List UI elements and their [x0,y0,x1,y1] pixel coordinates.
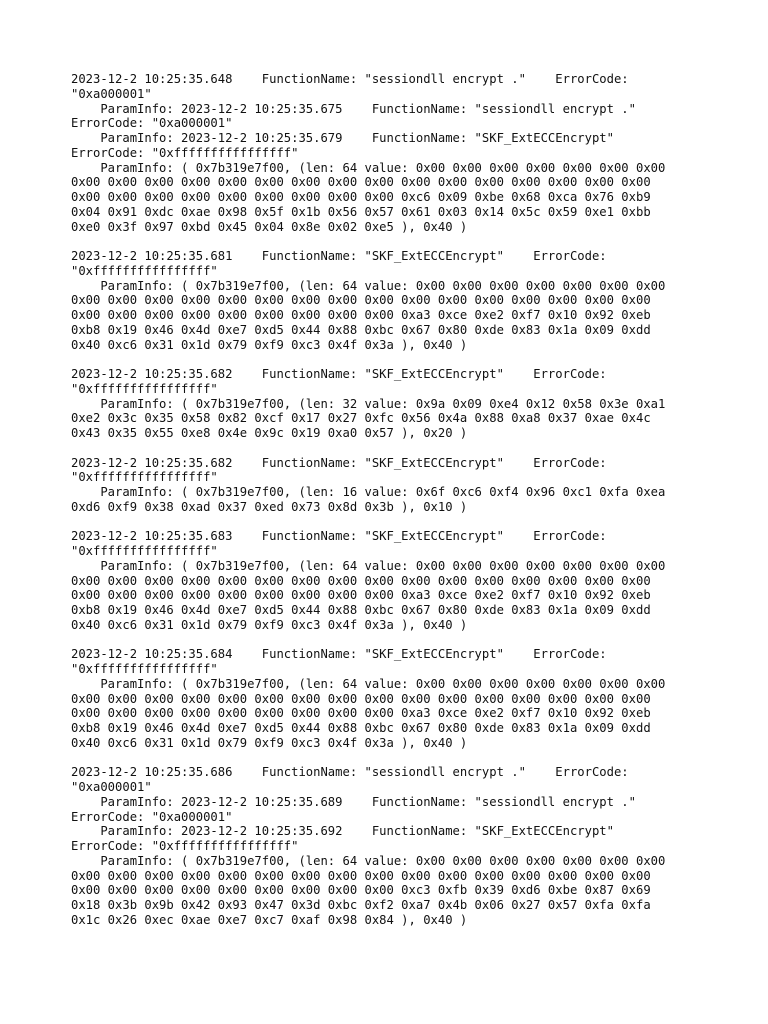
log-line: 2023-12-2 10:25:35.686 FunctionName: "sessiondll encrypt ." ErrorCode: [71,765,629,780]
log-line: ParamInfo: 2023-12-2 10:25:35.689 FunctionName: "sessiondll encrypt ." [71,794,636,809]
log-line: 0x00 0x00 0x00 0x00 0x00 0x00 0x00 0x00 0x00 0x00 0x00 0x00 0x00 0x00 0x00 0x00 [71,691,651,706]
log-line: 0x00 0x00 0x00 0x00 0x00 0x00 0x00 0x00 0x00 0x00 0x00 0x00 0x00 0x00 0x00 0x00 [71,175,651,190]
log-line: 0x40 0xc6 0x31 0x1d 0x79 0xf9 0xc3 0x4f 0x3a ), 0x40 ) [71,337,468,352]
log-line: ParamInfo: ( 0x7b319e7f00, (len: 64 value: 0x00 0x00 0x00 0x00 0x00 0x00 0x00 [71,278,666,293]
log-line: ParamInfo: ( 0x7b319e7f00, (len: 16 value: 0x6f 0xc6 0xf4 0x96 0xc1 0xfa 0xea [71,485,666,499]
log-line: "0xffffffffffffffff" [71,381,218,396]
log-line: ParamInfo: ( 0x7b319e7f00, (len: 32 value: 0x9a 0x09 0xe4 0x12 0x58 0x3e 0xa1 [71,396,666,411]
log-line: ErrorCode: "0xa000001" [71,809,233,824]
log-line: ErrorCode: "0xa000001" [71,116,233,131]
log-line: ParamInfo: ( 0x7b319e7f00, (len: 64 value: 0x00 0x00 0x00 0x00 0x00 0x00 0x00 [71,676,666,691]
log-line: 2023-12-2 10:25:35.684 FunctionName: "SKF_ExtECCEncrypt" ErrorCode: [71,647,607,662]
log-line: 0x00 0x00 0x00 0x00 0x00 0x00 0x00 0x00 0x00 0x00 0x00 0x00 0x00 0x00 0x00 0x00 [71,868,651,883]
log-line: "0xffffffffffffffff" [71,470,218,485]
log-line: 0x00 0x00 0x00 0x00 0x00 0x00 0x00 0x00 0x00 0xc6 0x09 0xbe 0x68 0xca 0x76 0xb9 [71,190,651,204]
log-line: 0x40 0xc6 0x31 0x1d 0x79 0xf9 0xc3 0x4f 0x3a ), 0x40 ) [71,735,468,750]
log-line: ParamInfo: ( 0x7b319e7f00, (len: 64 value: 0x00 0x00 0x00 0x00 0x00 0x00 0x00 [71,160,666,175]
log-line: ParamInfo: ( 0x7b319e7f00, (len: 64 value: 0x00 0x00 0x00 0x00 0x00 0x00 0x00 [71,558,666,573]
log-entry [71,765,711,927]
log-line: "0xa000001" [71,780,152,794]
log-line: 0xe2 0x3c 0x35 0x58 0x82 0xcf 0x17 0x27 0xfc 0x56 0x4a 0x88 0xa8 0x37 0xae 0x4c [71,411,651,426]
log-entry [71,456,711,515]
log-entry [71,529,711,632]
log-line: "0xffffffffffffffff" [71,662,218,676]
log-line: ErrorCode: "0xffffffffffffffff" [71,839,299,853]
log-line: 0xb8 0x19 0x46 0x4d 0xe7 0xd5 0x44 0x88 0xbc 0x67 0x80 0xde 0x83 0x1a 0x09 0xdd [71,603,651,617]
log-line: ParamInfo: 2023-12-2 10:25:35.692 FunctionName: "SKF_ExtECCEncrypt" [71,824,614,839]
log-line: 2023-12-2 10:25:35.682 FunctionName: "SKF_ExtECCEncrypt" ErrorCode: [71,455,607,470]
log-line: 0x00 0x00 0x00 0x00 0x00 0x00 0x00 0x00 0x00 0x00 0x00 0x00 0x00 0x00 0x00 0x00 [71,293,651,308]
log-line: 0xb8 0x19 0x46 0x4d 0xe7 0xd5 0x44 0x88 0xbc 0x67 0x80 0xde 0x83 0x1a 0x09 0xdd [71,721,651,735]
log-line: 0x00 0x00 0x00 0x00 0x00 0x00 0x00 0x00 0x00 0xa3 0xce 0xe2 0xf7 0x10 0x92 0xeb [71,308,651,322]
log-entry [71,367,711,441]
log-line: 0xb8 0x19 0x46 0x4d 0xe7 0xd5 0x44 0x88 0xbc 0x67 0x80 0xde 0x83 0x1a 0x09 0xdd [71,322,651,337]
log-line: 2023-12-2 10:25:35.683 FunctionName: "SKF_ExtECCEncrypt" ErrorCode: [71,529,607,544]
log-line: ParamInfo: 2023-12-2 10:25:35.679 FunctionName: "SKF_ExtECCEncrypt" [71,131,614,145]
log-line: "0xa000001" [71,86,152,101]
log-line: 0x18 0x3b 0x9b 0x42 0x93 0x47 0x3d 0xbc 0xf2 0xa7 0x4b 0x06 0x27 0x57 0xfa 0xfa [71,898,651,912]
log-line: ParamInfo: ( 0x7b319e7f00, (len: 64 value: 0x00 0x00 0x00 0x00 0x00 0x00 0x00 [71,853,666,868]
log-line: 0x1c 0x26 0xec 0xae 0xe7 0xc7 0xaf 0x98 0x84 ), 0x40 ) [71,912,468,927]
log-entry [71,72,711,234]
log-entry [71,249,711,352]
log-line: 2023-12-2 10:25:35.648 FunctionName: "sessiondll encrypt ." ErrorCode: [71,72,629,86]
log-line: 0x00 0x00 0x00 0x00 0x00 0x00 0x00 0x00 0x00 0x00 0x00 0x00 0x00 0x00 0x00 0x00 [71,573,651,588]
log-line: 0x43 0x35 0x55 0xe8 0x4e 0x9c 0x19 0xa0 0x57 ), 0x20 ) [71,426,468,440]
log-line: 0x04 0x91 0xdc 0xae 0x98 0x5f 0x1b 0x56 0x57 0x61 0x03 0x14 0x5c 0x59 0xe1 0xbb [71,204,651,219]
log-document [71,72,711,942]
log-line: 0x00 0x00 0x00 0x00 0x00 0x00 0x00 0x00 0x00 0xc3 0xfb 0x39 0xd6 0xbe 0x87 0x69 [71,883,651,898]
log-line: 2023-12-2 10:25:35.681 FunctionName: "SKF_ExtECCEncrypt" ErrorCode: [71,249,607,263]
log-line: 0x00 0x00 0x00 0x00 0x00 0x00 0x00 0x00 0x00 0xa3 0xce 0xe2 0xf7 0x10 0x92 0xeb [71,588,651,603]
log-line: 0x00 0x00 0x00 0x00 0x00 0x00 0x00 0x00 0x00 0xa3 0xce 0xe2 0xf7 0x10 0x92 0xeb [71,706,651,721]
log-line: "0xffffffffffffffff" [71,544,218,558]
log-line: 0x40 0xc6 0x31 0x1d 0x79 0xf9 0xc3 0x4f 0x3a ), 0x40 ) [71,617,468,632]
log-line: ErrorCode: "0xffffffffffffffff" [71,145,299,160]
log-line: ParamInfo: 2023-12-2 10:25:35.675 FunctionName: "sessiondll encrypt ." [71,101,636,116]
log-line: 2023-12-2 10:25:35.682 FunctionName: "SKF_ExtECCEncrypt" ErrorCode: [71,367,607,381]
log-line: "0xffffffffffffffff" [71,263,218,278]
log-line: 0xe0 0x3f 0x97 0xbd 0x45 0x04 0x8e 0x02 0xe5 ), 0x40 ) [71,219,468,234]
log-line: 0xd6 0xf9 0x38 0xad 0x37 0xed 0x73 0x8d 0x3b ), 0x10 ) [71,499,468,514]
log-entry [71,647,711,750]
